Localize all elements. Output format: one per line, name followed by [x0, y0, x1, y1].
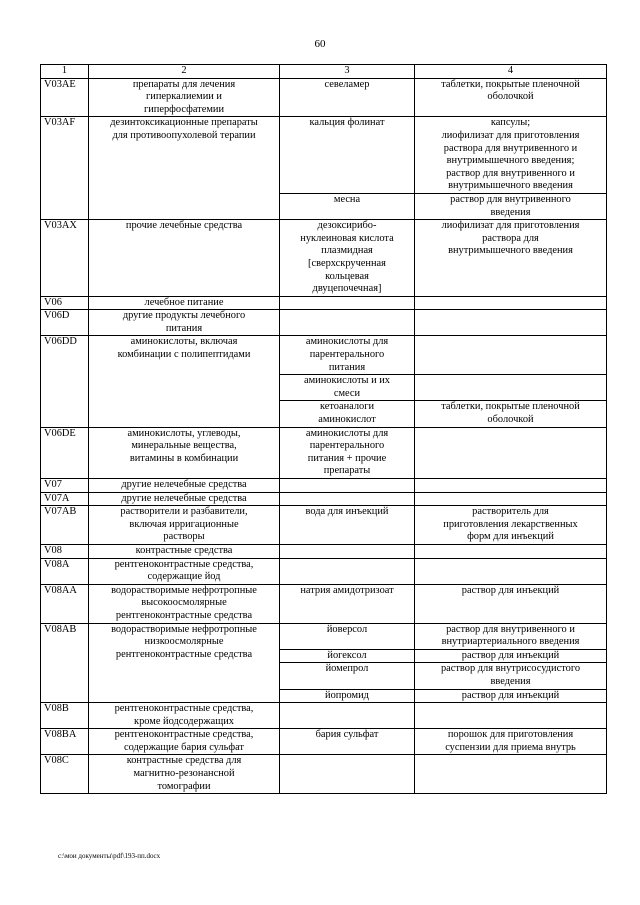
atc-code-cell: V08AA — [41, 584, 89, 623]
atc-code-cell: V08C — [41, 755, 89, 794]
page-number: 60 — [314, 38, 326, 50]
header-cell-1: 1 — [41, 65, 89, 79]
anatomical-group-cell: аминокислоты, углеводы, минеральные вещества, витамины в комбинации — [89, 427, 280, 478]
atc-code-cell: V07AB — [41, 506, 89, 545]
dosage-form-cell — [415, 755, 607, 794]
dosage-form-cell: раствор для внутрисосудистого введения — [415, 663, 607, 689]
atc-code-cell: V03AX — [41, 220, 89, 297]
atc-code-cell: V03AE — [41, 78, 89, 117]
table-row — [41, 117, 607, 194]
drug-name-cell: аминокислоты для парентерального питания + прочие препараты — [280, 427, 415, 478]
drug-name-cell: дезоксирибо- нуклеиновая кислота плазмидная [сверхскрученная кольцевая двуцепочечная] — [280, 220, 415, 297]
table-row — [41, 703, 607, 729]
dosage-form-cell — [415, 375, 607, 401]
table-row — [41, 729, 607, 755]
dosage-form-cell: раствор для внутривенного и внутриартериального введения — [415, 623, 607, 649]
drug-name-cell: йогексол — [280, 649, 415, 663]
dosage-form-cell — [415, 544, 607, 558]
atc-code-cell: V03AF — [41, 117, 89, 220]
dosage-form-cell — [415, 296, 607, 310]
dosage-form-cell — [415, 703, 607, 729]
atc-code-cell: V08B — [41, 703, 89, 729]
atc-code-cell: V08BA — [41, 729, 89, 755]
anatomical-group-cell: прочие лечебные средства — [89, 220, 280, 297]
drug-name-cell — [280, 296, 415, 310]
table-row — [41, 584, 607, 623]
dosage-form-cell: раствор для инъекций — [415, 689, 607, 703]
anatomical-group-cell: растворители и разбавители, включая ирригационные растворы — [89, 506, 280, 545]
table-row — [41, 479, 607, 493]
drug-name-cell: аминокислоты и их смеси — [280, 375, 415, 401]
footer-file-path: c:\мои документы\pdf\193-пп.docx — [58, 852, 161, 860]
dosage-form-cell: раствор для внутривенного введения — [415, 193, 607, 219]
dosage-form-cell: раствор для инъекций — [415, 584, 607, 623]
table-row — [41, 296, 607, 310]
anatomical-group-cell: водорастворимые нефротропные высокоосмолярные рентгеноконтрастные средства — [89, 584, 280, 623]
dosage-form-cell — [415, 558, 607, 584]
header-cell-4: 4 — [415, 65, 607, 79]
drug-name-cell: йоверсол — [280, 623, 415, 649]
table-row — [41, 427, 607, 478]
drug-name-cell: аминокислоты для парентерального питания — [280, 336, 415, 375]
table-row — [41, 544, 607, 558]
drug-name-cell — [280, 558, 415, 584]
header-cell-3: 3 — [280, 65, 415, 79]
drug-name-cell: йомепрол — [280, 663, 415, 689]
anatomical-group-cell: другие продукты лечебного питания — [89, 310, 280, 336]
anatomical-group-cell: дезинтоксикационные препараты для противоопухолевой терапии — [89, 117, 280, 220]
drug-name-cell: йопромид — [280, 689, 415, 703]
drug-name-cell: кальция фолинат — [280, 117, 415, 194]
drug-table — [40, 64, 607, 794]
anatomical-group-cell: водорастворимые нефротропные низкоосмолярные рентгеноконтрастные средства — [89, 623, 280, 703]
drug-name-cell — [280, 492, 415, 506]
anatomical-group-cell: рентгеноконтрастные средства, содержащие йод — [89, 558, 280, 584]
dosage-form-cell — [415, 492, 607, 506]
table-row — [41, 78, 607, 117]
table-row — [41, 506, 607, 545]
dosage-form-cell: лиофилизат для приготовления раствора для внутримышечного введения — [415, 220, 607, 297]
anatomical-group-cell: контрастные средства для магнитно-резонансной томографии — [89, 755, 280, 794]
table-row — [41, 220, 607, 297]
anatomical-group-cell: рентгеноконтрастные средства, содержащие бария сульфат — [89, 729, 280, 755]
drug-name-cell — [280, 544, 415, 558]
dosage-form-cell — [415, 336, 607, 375]
atc-code-cell: V06D — [41, 310, 89, 336]
table-row — [41, 492, 607, 506]
anatomical-group-cell: лечебное питание — [89, 296, 280, 310]
atc-code-cell: V06DE — [41, 427, 89, 478]
drug-name-cell: севеламер — [280, 78, 415, 117]
anatomical-group-cell: препараты для лечения гиперкалиемии и гиперфосфатемии — [89, 78, 280, 117]
table-body — [41, 78, 607, 794]
dosage-form-cell — [415, 479, 607, 493]
anatomical-group-cell: другие нелечебные средства — [89, 492, 280, 506]
drug-name-cell — [280, 755, 415, 794]
anatomical-group-cell: рентгеноконтрастные средства, кроме йодсодержащих — [89, 703, 280, 729]
drug-name-cell — [280, 310, 415, 336]
table-row — [41, 755, 607, 794]
drug-name-cell: натрия амидотризоат — [280, 584, 415, 623]
table-row — [41, 623, 607, 649]
dosage-form-cell: таблетки, покрытые пленочной оболочкой — [415, 78, 607, 117]
atc-code-cell: V07 — [41, 479, 89, 493]
atc-code-cell: V06DD — [41, 336, 89, 427]
dosage-form-cell: раствор для инъекций — [415, 649, 607, 663]
dosage-form-cell — [415, 310, 607, 336]
dosage-form-cell: капсулы; лиофилизат для приготовления раствора для внутривенного и внутримышечного введения; раствор для внутривенного и внутримышечного введения — [415, 117, 607, 194]
header-row — [41, 65, 607, 79]
dosage-form-cell: таблетки, покрытые пленочной оболочкой — [415, 401, 607, 427]
drug-name-cell — [280, 479, 415, 493]
drug-name-cell: бария сульфат — [280, 729, 415, 755]
atc-code-cell: V08A — [41, 558, 89, 584]
atc-code-cell: V08 — [41, 544, 89, 558]
table-row — [41, 558, 607, 584]
dosage-form-cell: порошок для приготовления суспензии для приема внутрь — [415, 729, 607, 755]
atc-code-cell: V08AB — [41, 623, 89, 703]
dosage-form-cell: растворитель для приготовления лекарственных форм для инъекций — [415, 506, 607, 545]
atc-code-cell: V07A — [41, 492, 89, 506]
drug-name-cell: месна — [280, 193, 415, 219]
table-row — [41, 310, 607, 336]
anatomical-group-cell: аминокислоты, включая комбинации с полипептидами — [89, 336, 280, 427]
drug-name-cell: вода для инъекций — [280, 506, 415, 545]
dosage-form-cell — [415, 427, 607, 478]
header-cell-2: 2 — [89, 65, 280, 79]
drug-name-cell — [280, 703, 415, 729]
atc-code-cell: V06 — [41, 296, 89, 310]
drug-name-cell: кетоаналоги аминокислот — [280, 401, 415, 427]
table-row — [41, 336, 607, 375]
anatomical-group-cell: контрастные средства — [89, 544, 280, 558]
anatomical-group-cell: другие нелечебные средства — [89, 479, 280, 493]
